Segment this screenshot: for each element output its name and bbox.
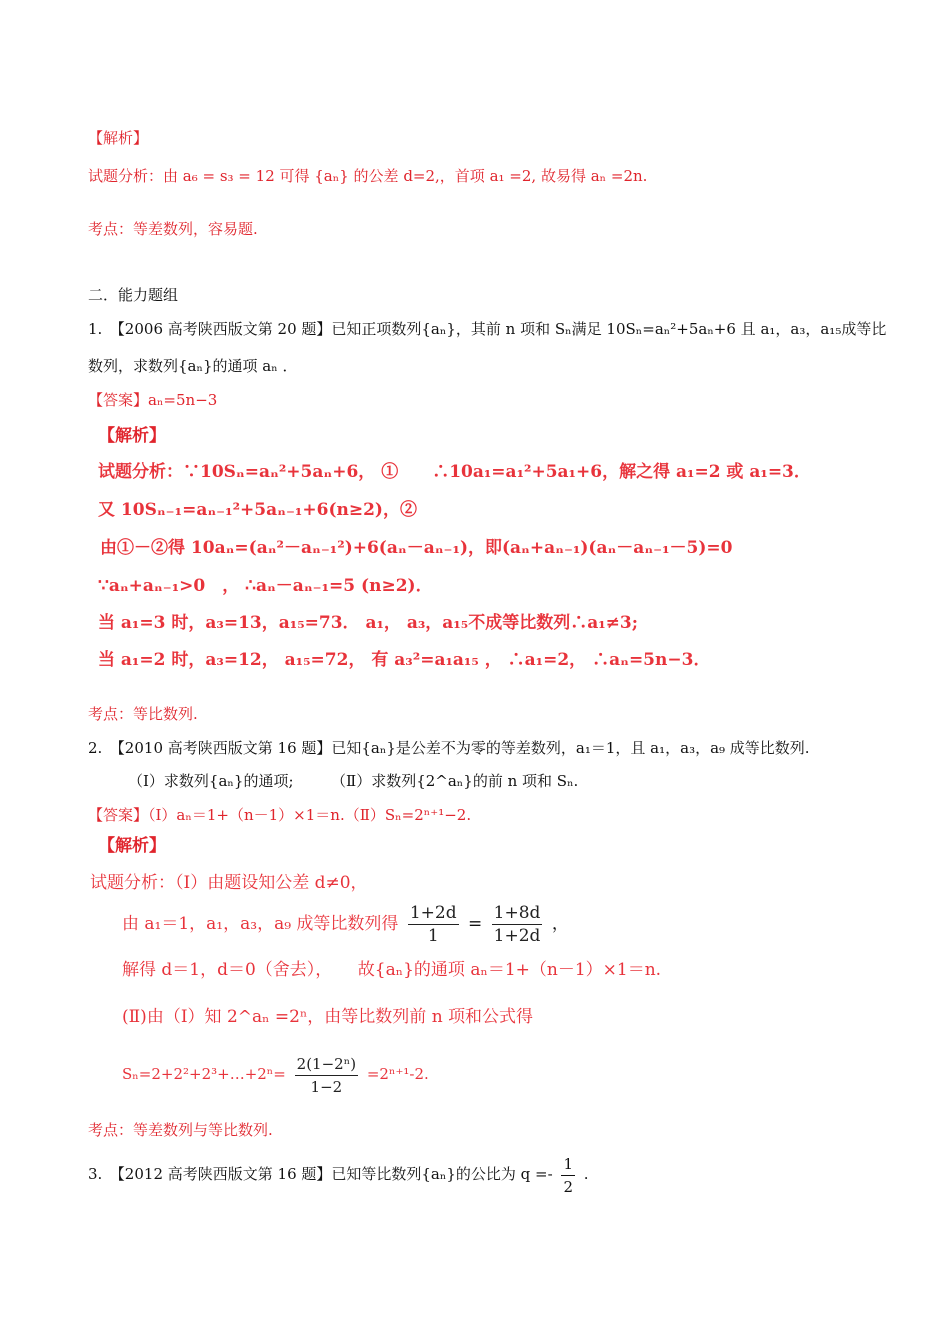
problem-1-step-4: ∵aₙ+aₙ₋₁>0 ， ∴aₙ－aₙ₋₁=5 (n≥2)． (98, 576, 433, 596)
analysis-text: 试题分析：由 a₆ = s₃ = 12 可得 {aₙ} 的公差 d=2,，首项 a₁ =2, 故易得 aₙ =2n. (88, 167, 648, 185)
group-title: 二．能力题组 (88, 286, 179, 304)
fraction-right (492, 902, 543, 947)
problem-3-line-1 (88, 1152, 589, 1198)
problem-2-step-3: 解得 d＝1，d＝0（舍去）， 故{aₙ}的通项 aₙ＝1+（n－1）×1＝n. (122, 960, 662, 980)
ratio-numerator: 1 (561, 1153, 575, 1176)
problem-1-step-3: 由①－②得 10aₙ=(aₙ²－aₙ₋₁²)+6(aₙ－aₙ₋₁)，即(aₙ+aₙ₋₁)(aₙ－aₙ₋₁－5)=0 (100, 538, 733, 558)
sum-fraction-numerator: 2(1−2ⁿ) (295, 1053, 358, 1076)
problem-2-kaodian: 考点：等差数列与等比数列. (88, 1121, 273, 1139)
problem-1-answer: 【答案】aₙ=5n−3 (88, 391, 218, 409)
fraction-right-denominator: 1+2d (493, 926, 541, 946)
problem-2-step-2-text: 由 a₁＝1，a₁，a₃，a₉ 成等比数列得 (122, 914, 399, 934)
problem-1-step-1: 试题分析：∵10Sₙ=aₙ²+5aₙ+6， ① ∴10a₁=a₁²+5a₁+6，解之得 a₁=2 或 a₁=3． (98, 462, 811, 482)
sum-fraction (295, 1053, 358, 1098)
problem-2-answer: 【答案】（Ⅰ）aₙ＝1+（n－1）×1＝n.（Ⅱ）Sₙ=2ⁿ⁺¹−2. (88, 806, 472, 824)
problem-2-step-5-text: Sₙ=2+2²+2³+…+2ⁿ= (122, 1065, 286, 1083)
fraction-right-numerator: 1+8d (493, 903, 541, 923)
problem-2-step-5-result: =2ⁿ⁺¹-2. (366, 1065, 429, 1083)
kaodian-text: 考点：等差数列，容易题. (88, 220, 258, 238)
problem-1-analysis-header: 【解析】 (98, 426, 166, 446)
problem-1-kaodian: 考点：等比数列. (88, 705, 198, 723)
problem-1-line-2: 数列，求数列{aₙ}的通项 aₙ ． (88, 357, 298, 375)
problem-2-step-1: 试题分析：（Ⅰ）由题设知公差 d≠0， (90, 873, 368, 893)
problem-2-step-2 (122, 902, 569, 947)
problem-3-period: . (583, 1165, 589, 1183)
fraction-left (408, 902, 459, 947)
problem-1-step-5: 当 a₁=3 时，a₃=13，a₁₅=73． a₁， a₃，a₁₅不成等比数列∴a₁≠3; (98, 613, 639, 633)
problem-1-step-6: 当 a₁=2 时，a₃=12， a₁₅=72， 有 a₃²=a₁a₁₅ ， ∴a₁=2， ∴aₙ=5n−3． (98, 650, 711, 670)
sum-fraction-denominator: 1−2 (310, 1077, 343, 1096)
problem-2-line-2: （Ⅰ）求数列{aₙ}的通项; （Ⅱ）求数列{2^aₙ}的前 n 项和 Sₙ. (128, 772, 579, 790)
problem-2-step-5 (122, 1052, 429, 1098)
problem-1-step-2: 又 10Sₙ₋₁=aₙ₋₁²+5aₙ₋₁+6(n≥2)，② (98, 500, 417, 520)
ratio-fraction (561, 1153, 575, 1198)
step-2-punct: ， (551, 914, 569, 934)
problem-2-line-1: 2. 【2010 高考陕西版文第 16 题】已知{aₙ}是公差不为零的等差数列，a₁＝1，且 a₁，a₃，a₉ 成等比数列. (88, 739, 810, 757)
equals-sign: = (468, 914, 483, 934)
ratio-denominator: 2 (563, 1177, 574, 1196)
problem-2-step-4: (Ⅱ)由（Ⅰ）知 2^aₙ =2ⁿ，由等比数列前 n 项和公式得 (122, 1007, 534, 1027)
problem-3-text: 3. 【2012 高考陕西版文第 16 题】已知等比数列{aₙ}的公比为 q =- (88, 1165, 553, 1183)
problem-1-line-1: 1. 【2006 高考陕西版文第 20 题】已知正项数列{aₙ}，其前 n 项和 Sₙ满足 10Sₙ=aₙ²+5aₙ+6 且 a₁，a₃，a₁₅成等比 (88, 320, 887, 338)
problem-2-analysis-header: 【解析】 (98, 836, 166, 856)
analysis-header: 【解析】 (88, 129, 149, 147)
fraction-left-numerator: 1+2d (409, 903, 457, 923)
fraction-left-denominator: 1 (427, 926, 439, 946)
